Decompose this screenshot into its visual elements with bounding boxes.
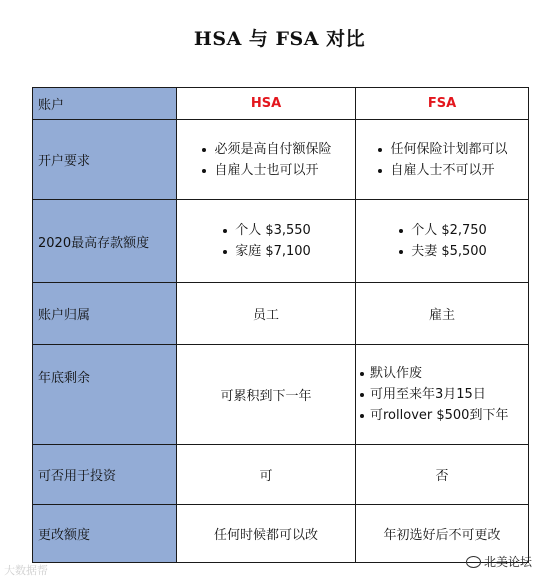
list-item: 默认作废 xyxy=(360,363,508,384)
list-item: 夫妻 $5,500 xyxy=(397,241,487,262)
row-label-contribution-limit: 2020最高存款额度 xyxy=(33,200,177,283)
forum-logo-icon xyxy=(466,556,481,568)
watermark-right-text: 北美论坛 xyxy=(484,555,533,569)
list-item: 家庭 $7,100 xyxy=(221,241,311,262)
header-fsa-cell: FSA xyxy=(356,88,529,120)
list-item: 自雇人士不可以开 xyxy=(376,160,507,181)
hsa-cell xyxy=(177,120,356,200)
watermark-left: 大数据帮 xyxy=(4,564,48,577)
row-label-ownership: 账户归属 xyxy=(33,283,177,345)
hsa-cell: 可累积到下一年 xyxy=(177,345,356,445)
hsa-cell: 任何时候都可以改 xyxy=(177,505,356,563)
table-row xyxy=(33,283,529,345)
hsa-cell: 员工 xyxy=(177,283,356,345)
list-item: 可rollover $500到下年 xyxy=(360,405,508,426)
row-label-year-end-balance: 年底剩余 xyxy=(33,345,177,445)
header-hsa-cell: HSA xyxy=(177,88,356,120)
row-label-change-amount: 更改额度 xyxy=(33,505,177,563)
fsa-cell xyxy=(356,120,529,200)
fsa-cell: 年初选好后不可更改 xyxy=(356,505,529,563)
hsa-cell: 可 xyxy=(177,445,356,505)
comparison-table xyxy=(32,87,529,563)
list-item: 任何保险计划都可以 xyxy=(376,139,507,160)
row-label-account-requirement: 开户要求 xyxy=(33,120,177,200)
list-item: 自雇人士也可以开 xyxy=(200,160,331,181)
row-label-investment: 可否用于投资 xyxy=(33,445,177,505)
table-row xyxy=(33,445,529,505)
fsa-cell: 雇主 xyxy=(356,283,529,345)
hsa-cell xyxy=(177,200,356,283)
fsa-cell xyxy=(356,200,529,283)
table-row xyxy=(33,505,529,563)
table-header-row xyxy=(33,88,529,120)
bullet-list xyxy=(200,139,331,181)
table-row xyxy=(33,345,529,445)
fsa-cell xyxy=(356,345,529,445)
list-item: 个人 $2,750 xyxy=(397,220,487,241)
bullet-list xyxy=(397,220,487,262)
list-item: 必须是高自付额保险 xyxy=(200,139,331,160)
bullet-list xyxy=(221,220,311,262)
bullet-list xyxy=(376,139,507,181)
header-label-cell: 账户 xyxy=(33,88,177,120)
list-item: 可用至来年3月15日 xyxy=(360,384,508,405)
watermark-right xyxy=(466,553,532,570)
table-row xyxy=(33,200,529,283)
fsa-cell: 否 xyxy=(356,445,529,505)
bullet-list xyxy=(360,363,508,426)
page-title: HSA 与 FSA 对比 xyxy=(193,28,366,50)
table-row xyxy=(33,120,529,200)
list-item: 个人 $3,550 xyxy=(221,220,311,241)
